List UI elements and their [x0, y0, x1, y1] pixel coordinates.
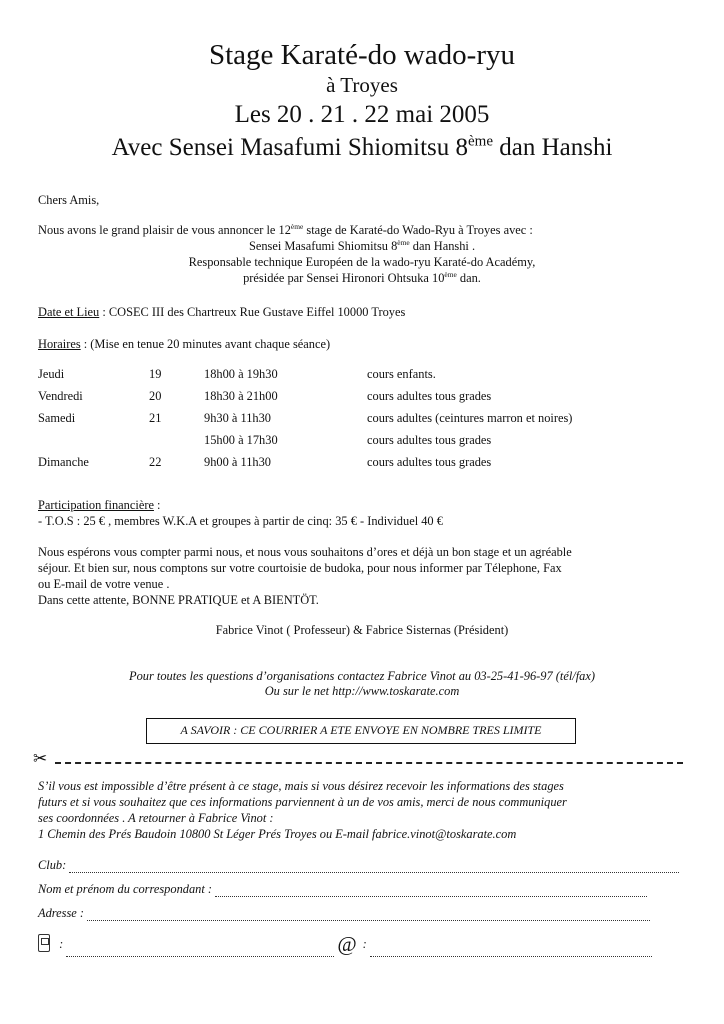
club-field[interactable]	[38, 858, 679, 873]
schedule-desc: cours adultes (ceintures marron et noires)	[367, 411, 573, 425]
phone-label: :	[56, 937, 64, 951]
date-lieu	[38, 305, 405, 320]
intro-text: dan.	[456, 271, 481, 285]
coupon-line: ses coordonnées . A retourner à Fabrice Vinot :	[38, 811, 274, 825]
name-field[interactable]	[38, 882, 647, 897]
ordinal-sup: ème	[290, 221, 304, 231]
phone-dotted-line[interactable]	[66, 946, 334, 957]
name-dotted-line[interactable]	[215, 886, 647, 897]
participation-prices: - T.O.S : 25 € , membres W.K.A et groupes à partir de cinq: 35 € - Individuel 40 €	[38, 514, 443, 528]
intro-text: Sensei Masafumi Shiomitsu 8	[248, 239, 398, 253]
intro-text: dan Hanshi .	[409, 239, 476, 253]
schedule-desc: cours adultes tous grades	[367, 433, 492, 447]
body-paragraph-line: Nous espérons vous compter parmi nous, et nous vous souhaitons d’ores et déjà un bon stage et un agréable	[38, 545, 572, 559]
body-paragraph-line: Dans cette attente, BONNE PRATIQUE et A BIENTÖT.	[38, 593, 319, 607]
date-lieu-label: Date et Lieu	[38, 305, 100, 319]
coupon-line: S’il vous est impossible d’être présent à ce stage, mais si vous désirez recevoir les informations des stages	[38, 779, 564, 793]
signature: Fabrice Vinot ( Professeur) & Fabrice Sisternas (Président)	[215, 623, 509, 637]
club-label: Club:	[38, 858, 67, 872]
schedule-date: 19	[149, 367, 162, 381]
intro-text: stage de Karaté-do Wado-Ryu à Troyes avec :	[303, 223, 533, 237]
event-dates: Les 20 . 21 . 22 mai 2005	[234, 101, 490, 128]
cut-line	[33, 749, 683, 772]
separator: :	[99, 305, 109, 319]
address-field[interactable]	[38, 906, 650, 921]
intro-line	[38, 223, 533, 238]
schedule-time: 9h00 à 11h30	[204, 455, 271, 469]
date-lieu-value: COSEC III des Chartreux Rue Gustave Eiffel 10000 Troyes	[108, 305, 406, 319]
participation-label: Participation financière	[38, 498, 154, 512]
dashed-divider	[55, 762, 683, 764]
event-sensei	[0, 131, 724, 164]
intro-sensei	[0, 239, 724, 254]
schedule-day: Samedi	[38, 411, 76, 425]
participation-heading	[38, 498, 161, 513]
intro-responsable: Responsable technique Européen de la wado-ryu Karaté-do Académy,	[188, 255, 536, 269]
sensei-rank: dan Hanshi	[493, 134, 613, 161]
name-label: Nom et prénom du correspondant :	[38, 882, 213, 896]
contact-web: Ou sur le net http://www.toskarate.com	[264, 684, 460, 698]
schedule-date: 21	[149, 411, 162, 425]
schedule-time: 18h30 à 21h00	[204, 389, 278, 403]
intro-text: Nous avons le grand plaisir de vous annoncer le 12	[38, 223, 291, 237]
ordinal-sup: ème	[397, 237, 410, 247]
event-title: Stage Karaté-do wado-ryu	[209, 39, 515, 71]
email-dotted-line[interactable]	[370, 946, 652, 957]
schedule-desc: cours adultes tous grades	[367, 389, 492, 403]
greeting: Chers Amis,	[38, 193, 100, 207]
schedule-day: Jeudi	[38, 367, 65, 381]
schedule-time: 9h30 à 11h30	[204, 411, 271, 425]
document-header	[0, 38, 724, 164]
body-paragraph-line: séjour. Et bien sur, nous comptons sur votre courtoisie de budoka, pour nous informer par Télephone, Fax	[38, 561, 562, 575]
at-icon: @	[337, 932, 357, 956]
phone-icon	[38, 934, 50, 952]
coupon-line: futurs et si vous souhaitez que ces informations parviennent à un de vos amis, merci de nous communiquer	[38, 795, 567, 809]
club-dotted-line[interactable]	[69, 862, 679, 873]
intro-presidee	[0, 271, 724, 286]
schedule-time: 18h00 à 19h30	[204, 367, 278, 381]
horaires	[38, 337, 330, 352]
schedule-day: Dimanche	[38, 455, 89, 469]
body-paragraph-line: ou E-mail de votre venue .	[38, 577, 170, 591]
schedule-time: 15h00 à 17h30	[204, 433, 278, 447]
contact-line: Pour toutes les questions d’organisations contactez Fabrice Vinot au 03-25-41-96-97 (tél/fax)	[129, 669, 595, 683]
intro-text: présidée par Sensei Hironori Ohtsuka 10	[243, 271, 445, 285]
schedule-desc: cours enfants.	[367, 367, 436, 381]
address-label: Adresse :	[38, 906, 84, 920]
coupon-address: 1 Chemin des Prés Baudoin 10800 St Léger Prés Troyes ou E-mail fabrice.vinot@toskarate.com	[38, 827, 517, 841]
email-label: :	[359, 937, 367, 951]
schedule-day: Vendredi	[38, 389, 83, 403]
horaires-note: : (Mise en tenue 20 minutes avant chaque séance)	[80, 337, 331, 351]
notice-box: A SAVOIR : CE COURRIER A ETE ENVOYE EN NOMBRE TRES LIMITE	[146, 718, 576, 744]
address-dotted-line[interactable]	[87, 910, 650, 921]
ordinal-sup: ème	[444, 269, 457, 279]
separator: :	[153, 498, 161, 512]
contact-field-row	[38, 932, 652, 957]
horaires-label: Horaires	[38, 337, 81, 351]
scissors-icon: ✂	[33, 749, 48, 768]
schedule-date: 20	[149, 389, 162, 403]
schedule-date: 22	[149, 455, 162, 469]
ordinal-sup: ème	[468, 133, 493, 150]
schedule-desc: cours adultes tous grades	[367, 455, 492, 469]
event-location: à Troyes	[326, 73, 398, 97]
sensei-name: Avec Sensei Masafumi Shiomitsu 8	[111, 134, 469, 161]
